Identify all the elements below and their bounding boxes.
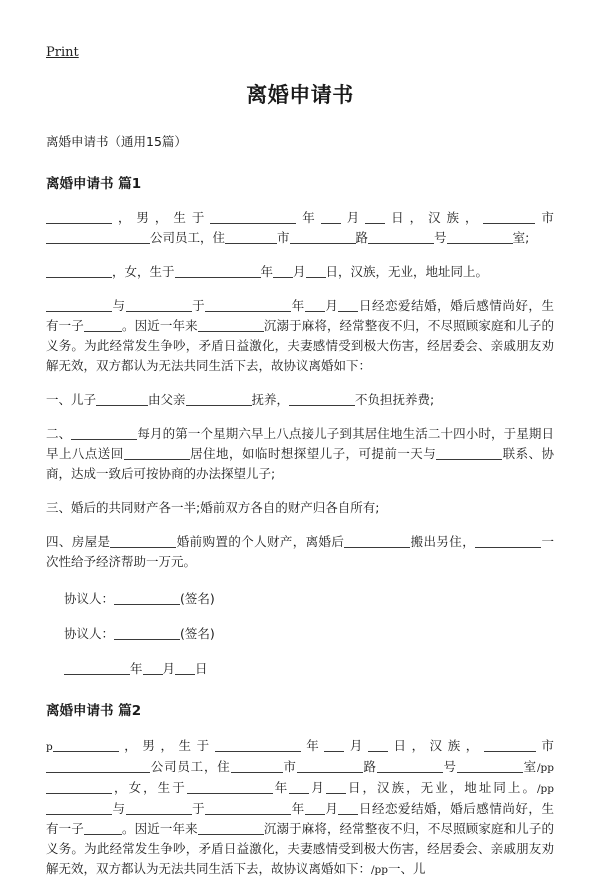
section-1-item-2: 二、 每月的第一个星期六早上八点接儿子到其居住地生活二十四小时，于星期日早上八点送回 居住地，如临时想探望儿子，可提前一天与 联系、协商，达成一致后可按协商的办法探望儿子;	[46, 426, 554, 482]
blank-field[interactable]	[447, 230, 513, 244]
blank-field[interactable]	[84, 318, 122, 332]
blank-field[interactable]	[46, 230, 150, 244]
blank-field[interactable]	[289, 392, 355, 406]
blank-field[interactable]	[46, 210, 112, 224]
blank-field[interactable]	[187, 780, 273, 794]
blank-field[interactable]	[210, 210, 296, 224]
blank-field[interactable]	[290, 230, 356, 244]
blank-field[interactable]	[205, 801, 291, 815]
blank-field[interactable]	[198, 318, 264, 332]
html-tag-artifact: /pp	[536, 761, 554, 774]
blank-field[interactable]	[46, 298, 112, 312]
blank-field[interactable]	[124, 446, 190, 460]
section-heading-2: 离婚申请书 篇2	[46, 703, 142, 720]
blank-field[interactable]	[483, 210, 535, 224]
blank-field[interactable]	[126, 801, 192, 815]
blank-field[interactable]	[321, 210, 341, 224]
blank-field[interactable]	[436, 446, 502, 460]
blank-field[interactable]	[71, 426, 137, 440]
blank-field[interactable]	[273, 264, 293, 278]
blank-field[interactable]	[46, 264, 112, 278]
blank-field[interactable]	[338, 298, 358, 312]
blank-field[interactable]	[225, 230, 277, 244]
blank-field[interactable]	[46, 780, 112, 794]
section-1-item-1: 一、儿子 由父亲 抚养， 不负担抚养费;	[46, 392, 435, 408]
blank-field[interactable]	[143, 661, 163, 675]
blank-field[interactable]	[205, 298, 291, 312]
blank-field[interactable]	[457, 759, 523, 773]
blank-field[interactable]	[186, 392, 252, 406]
document-subtitle: 离婚申请书（通用15篇）	[46, 134, 187, 150]
section-1-item-3: 三、婚后的共同财产各一半;婚前双方各自的财产归各自所有;	[46, 500, 380, 516]
section-heading-1: 离婚申请书 篇1	[46, 176, 142, 193]
section-1-signatory-1: 协议人： (签名)	[64, 591, 215, 607]
print-link[interactable]: Print	[46, 45, 79, 60]
blank-field[interactable]	[231, 759, 283, 773]
blank-field[interactable]	[297, 759, 363, 773]
section-1-paragraph-marriage: 与 于 年 月 日经恋爱结婚，婚后感情尚好，生有一子 。因近一年来 沉溺于麻将，经常整夜不归，不尽照顾家庭和儿子的义务。为此经常发生争吵，矛盾日益激化，夫妻感情受到极大伤害，经居委会、亲戚朋友劝解无效，双方都认为无法共同生活下去，故协议离婚如下：	[46, 298, 554, 374]
blank-field[interactable]	[175, 264, 261, 278]
blank-field[interactable]	[338, 801, 358, 815]
section-1-signatory-2: 协议人： (签名)	[64, 626, 215, 642]
page-title: 离婚申请书	[246, 83, 354, 107]
blank-field[interactable]	[326, 780, 346, 794]
html-tag-artifact: /pp	[371, 863, 388, 876]
section-2-body: p ，男，生于 年 月 日，汉族， 市公司员工，住 市 路 号 室/pp，女，生于 年 月 日，汉族，无业，地址同上。/pp与 于 年 月 日经恋爱结婚，婚后感情尚好，生有一子 。因近一年来 沉溺于麻将，经常整夜不归，不尽照顾家庭和儿子的义务。为此经常发生争吵，矛盾日益激化，夫妻感情受到极大伤害，经居委会、亲戚朋友劝解无效，双方都认为无法共同生活下去，故协议离婚如下：/pp一、儿	[46, 737, 554, 876]
blank-field[interactable]	[114, 626, 180, 640]
blank-field[interactable]	[324, 738, 344, 752]
blank-field[interactable]	[126, 298, 192, 312]
blank-field[interactable]	[64, 661, 130, 675]
blank-field[interactable]	[53, 738, 119, 752]
blank-field[interactable]	[96, 392, 148, 406]
section-1-item-4: 四、房屋是 婚前购置的个人财产，离婚后 搬出另住， 一次性给予经济帮助一万元。	[46, 534, 554, 570]
blank-field[interactable]	[344, 534, 410, 548]
blank-field[interactable]	[110, 534, 176, 548]
blank-field[interactable]	[46, 759, 150, 773]
section-1-paragraph-woman: ，女，生于 年 月 日，汉族，无业，地址同上。	[46, 262, 554, 282]
blank-field[interactable]	[306, 264, 326, 278]
blank-field[interactable]	[377, 759, 443, 773]
section-1-paragraph-man: ，男，生于 年 月 日，汉族， 市公司员工，住 市 路 号 室;	[46, 208, 554, 248]
blank-field[interactable]	[289, 780, 309, 794]
html-tag-artifact: /pp	[537, 782, 554, 795]
blank-field[interactable]	[215, 738, 301, 752]
blank-field[interactable]	[175, 661, 195, 675]
blank-field[interactable]	[365, 210, 385, 224]
blank-field[interactable]	[114, 591, 180, 605]
html-tag-artifact: p	[46, 740, 53, 753]
blank-field[interactable]	[305, 801, 325, 815]
blank-field[interactable]	[46, 801, 112, 815]
blank-field[interactable]	[475, 534, 541, 548]
blank-field[interactable]	[368, 738, 388, 752]
section-1-date-line: 年 月 日	[46, 659, 554, 679]
blank-field[interactable]	[305, 298, 325, 312]
blank-field[interactable]	[368, 230, 434, 244]
blank-field[interactable]	[484, 738, 536, 752]
